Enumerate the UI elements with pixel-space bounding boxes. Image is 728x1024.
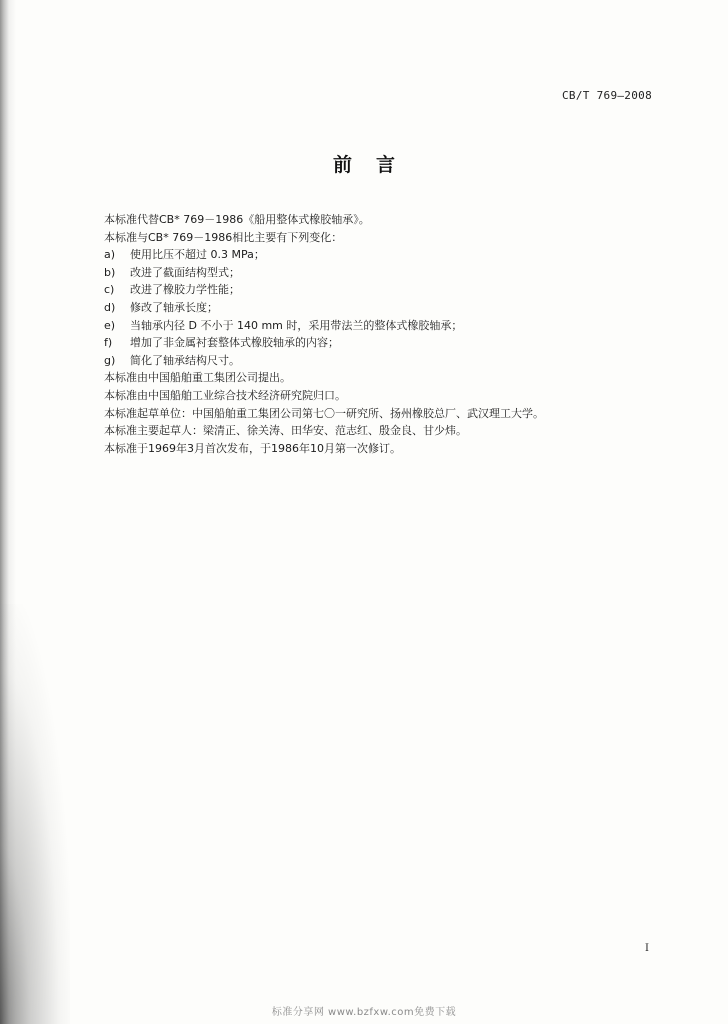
proposer-line: 本标准由中国船舶重工集团公司提出。 — [104, 371, 291, 385]
drafters-line: 本标准主要起草人：梁清正、徐关涛、田华安、范志红、殷金良、甘少炜。 — [104, 424, 467, 438]
item-text: 增加了非金属衬套整体式橡胶轴承的内容； — [130, 336, 339, 350]
administrator-line: 本标准由中国船舶工业综合技术经济研究院归口。 — [104, 388, 346, 402]
page-number: I — [645, 943, 649, 954]
item-text: 改进了橡胶力学性能； — [130, 283, 240, 297]
drafting-units-line: 本标准起草单位：中国船舶重工集团公司第七〇一研究所、扬州橡胶总厂、武汉理工大学。 — [104, 406, 544, 420]
foreword-body — [104, 211, 664, 457]
item-marker: a) — [104, 248, 116, 262]
watermark-text: 标准分享网 www.bzfxw.com免费下载 — [271, 1007, 457, 1018]
item-text: 简化了轴承结构尺寸。 — [130, 353, 240, 367]
item-marker: b) — [104, 265, 116, 279]
publication-history-line: 本标准于1969年3月首次发布，于1986年10月第一次修订。 — [104, 441, 401, 455]
item-text: 使用比压不超过 0.3 MPa； — [130, 248, 265, 262]
item-marker: f) — [104, 336, 113, 350]
item-text: 改进了截面结构型式； — [130, 265, 240, 279]
item-marker: g) — [104, 353, 116, 367]
document-code: CB/T 769—2008 — [562, 89, 652, 102]
page-title: 前言 — [332, 154, 419, 176]
change-item-b — [104, 264, 664, 282]
intro-line-2: 本标准与CB* 769－1986相比主要有下列变化： — [104, 230, 343, 244]
change-item-f — [104, 334, 664, 352]
item-marker: c) — [104, 283, 115, 297]
item-marker: e) — [104, 318, 116, 332]
change-item-c — [104, 281, 664, 299]
change-item-d — [104, 299, 664, 317]
change-item-g — [104, 352, 664, 370]
intro-line-1: 本标准代替CB* 769－1986《船用整体式橡胶轴承》。 — [104, 213, 370, 226]
scan-shadow-corner — [0, 604, 70, 1024]
change-item-a — [104, 246, 664, 264]
change-item-e — [104, 317, 664, 335]
item-marker: d) — [104, 300, 116, 314]
item-text: 修改了轴承长度； — [130, 300, 218, 314]
item-text: 当轴承内径 D 不小于 140 mm 时，采用带法兰的整体式橡胶轴承； — [130, 318, 463, 332]
